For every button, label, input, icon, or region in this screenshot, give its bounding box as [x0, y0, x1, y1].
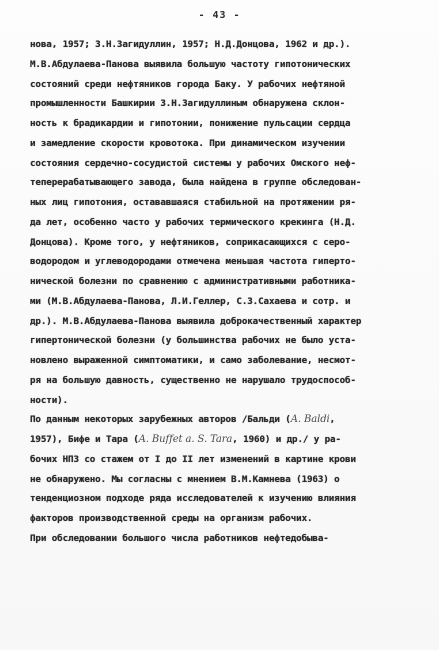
text-line [30, 312, 412, 332]
text-line-content: ных лиц гипотония, остававшаяся стабильной на протяжении ря- [30, 197, 356, 208]
handwritten-annotation: A. Baldi [290, 414, 330, 426]
text-line [30, 371, 412, 391]
text-line [30, 470, 412, 490]
text-line-content: ря на большую давность, существенно не нарушало трудоспособ- [30, 374, 356, 386]
text-line-content: не обнаружено. Мы согласны с мнением В.М.Камнева (1963) о [30, 473, 340, 485]
text-line-content: тенденциозном подходе ряда исследователей к изучению влияния [30, 493, 356, 505]
text-line-content: теперерабатывающего завода, была найдена в группе обследован- [30, 177, 362, 189]
handwritten-annotation: A. Buffet a. S. Tara [138, 434, 233, 445]
text-line [30, 134, 412, 154]
text-body [30, 35, 412, 549]
text-line-content: 1957), Бифе и Тара ( [30, 434, 139, 445]
text-line-content: ность к брадикардии и гипотонии, понижение пульсации сердца [30, 118, 351, 129]
text-line [30, 509, 412, 529]
text-line [30, 173, 412, 193]
text-line [30, 450, 412, 470]
text-line-content: состояния сердечно-сосудистой системы у рабочих Омского неф- [30, 157, 356, 169]
text-line-tail: , 1960) и др./ у ра- [232, 434, 341, 445]
text-line [30, 529, 412, 549]
text-line-content: новлено выраженной симптоматики, и само заболевание, несмот- [30, 355, 356, 366]
text-line [30, 410, 412, 430]
text-line-content: ности). [30, 394, 69, 406]
text-line-content: нической болезни по сравнению с административными работника- [30, 276, 356, 287]
text-line-content: состояний среди нефтяников города Баку. У рабочих нефтяной [30, 78, 346, 90]
text-line [30, 430, 412, 450]
text-line-content: факторов производственной среды на организм рабочих. [30, 513, 313, 524]
text-line [30, 55, 412, 75]
text-line [30, 94, 412, 114]
text-line-content: По данным некоторых зарубежных авторов /Бальди ( [30, 414, 291, 426]
text-line [30, 331, 412, 351]
text-line-content: да лет, особенно часто у рабочих термического крекинга (Н.Д. [30, 216, 356, 228]
text-line [30, 272, 412, 292]
text-line [30, 252, 412, 272]
text-line-content: Донцова). Кроме того, у нефтяников, соприкасающихся с серо- [30, 236, 351, 248]
text-line [30, 213, 412, 233]
text-line [30, 75, 412, 95]
text-line [30, 292, 412, 312]
text-line-tail: , [329, 414, 336, 426]
text-line-content: При обследовании большого числа работников нефтедобыва- [30, 532, 329, 544]
text-line [30, 351, 412, 371]
text-line-content: гипертонической болезни (у большинства рабочих не было уста- [30, 335, 356, 347]
text-line [30, 233, 412, 253]
page-number: - 43 - [198, 10, 241, 21]
text-line [30, 35, 412, 55]
text-line [30, 154, 412, 174]
text-line-content: др.). М.В.Абдулаева-Панова выявила доброкачественный характер [30, 315, 362, 327]
text-line-content: и замедление скорости кровотока. При динамическом изучении [30, 137, 346, 149]
text-line [30, 114, 412, 134]
text-line [30, 391, 412, 411]
text-line-content: водородом и углеводородами отмечена меньшая частота гиперто- [30, 256, 356, 268]
text-line-content: нова, 1957; З.Н.Загидуллин, 1957; Н.Д.Донцова, 1962 и др.). [30, 39, 351, 50]
text-line-content: промышленности Башкирии З.Н.Загидуллиным обнаружена склон- [30, 98, 346, 110]
text-line-content: бочих НПЗ со стажем от I до II лет изменений в картине крови [30, 453, 356, 465]
text-line [30, 193, 412, 213]
text-line [30, 489, 412, 509]
text-line-content: М.В.Абдулаева-Панова выявила большую частоту гипотонических [30, 58, 351, 70]
text-line-content: ми (М.В.Абдулаева-Панова, Л.И.Геллер, С.З.Сахаева и сотр. и [30, 295, 351, 307]
